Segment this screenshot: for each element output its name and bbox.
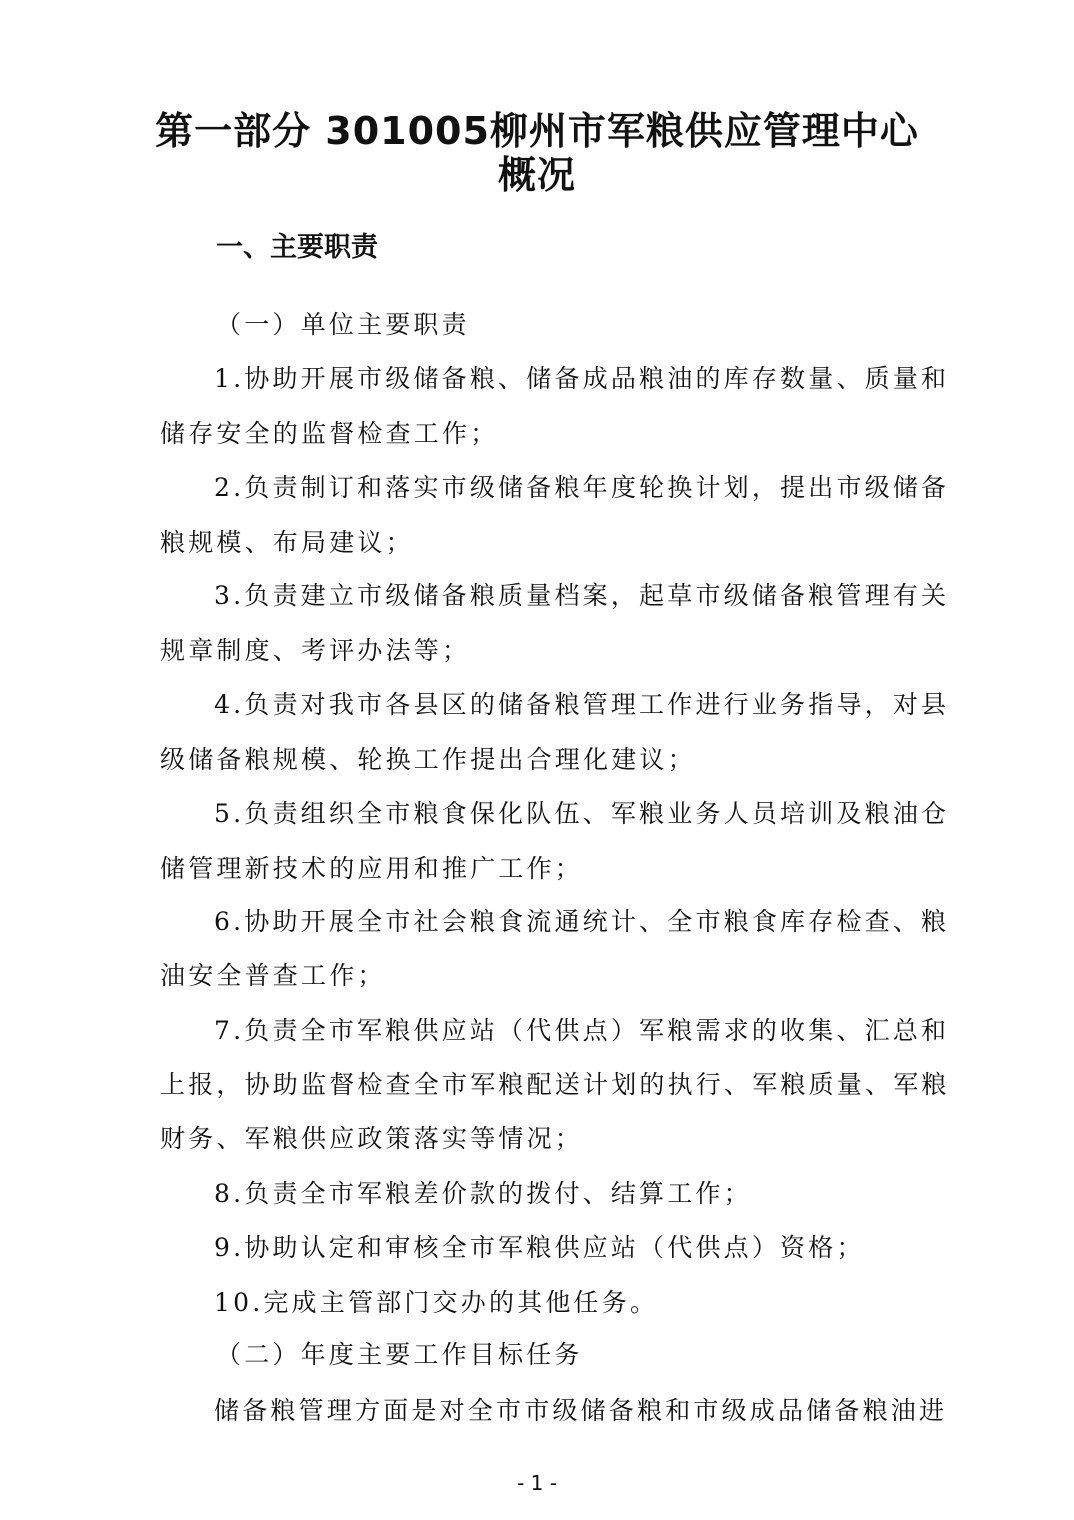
document-title-line-1: 第一部分 301005柳州市军粮供应管理中心: [155, 109, 919, 153]
duty-item-4-line-1: 4.负责对我市各县区的储备粮管理工作进行业务指导，对县: [214, 690, 950, 719]
duty-item-10-line-1: 10.完成主管部门交办的其他任务。: [214, 1288, 659, 1317]
duty-item-7-line-1: 7.负责全市军粮供应站（代供点）军粮需求的收集、汇总和: [214, 1016, 950, 1045]
duty-item-1-line-2: 储存安全的监督检查工作；: [160, 419, 499, 448]
document-title-line-2: 概况: [497, 153, 576, 197]
duty-item-9-line-1: 9.协助认定和审核全市军粮供应站（代供点）资格；: [214, 1233, 865, 1262]
duty-item-7-line-3: 财务、军粮供应政策落实等情况；: [160, 1124, 584, 1153]
duty-item-3-line-2: 规章制度、考评办法等；: [160, 636, 471, 665]
duty-item-5-line-2: 储管理新技术的应用和推广工作；: [160, 854, 584, 883]
duty-item-2-line-2: 粮规模、布局建议；: [160, 528, 414, 557]
duty-item-2-line-1: 2.负责制订和落实市级储备粮年度轮换计划，提出市级储备: [214, 473, 950, 502]
duty-item-3-line-1: 3.负责建立市级储备粮质量档案，起草市级储备粮管理有关: [214, 581, 950, 610]
duty-item-6-line-2: 油安全普查工作；: [160, 961, 386, 990]
duty-item-4-line-2: 级储备粮规模、轮换工作提出合理化建议；: [160, 745, 696, 774]
duty-item-1-line-1: 1.协助开展市级储备粮、储备成品粮油的库存数量、质量和: [214, 364, 950, 393]
section-heading-main-duties: 一、主要职责: [216, 232, 378, 263]
duty-item-7-line-2: 上报，协助监督检查全市军粮配送计划的执行、军粮质量、军粮: [160, 1070, 950, 1099]
duty-item-5-line-1: 5.负责组织全市粮食保化队伍、军粮业务人员培训及粮油仓: [214, 799, 950, 828]
duty-item-8-line-1: 8.负责全市军粮差价款的拨付、结算工作；: [214, 1179, 752, 1208]
subheading-annual-goals: （二）年度主要工作目标任务: [216, 1340, 583, 1369]
paragraph-reserve-grain: 储备粮管理方面是对全市市级储备粮和市级成品储备粮油进: [214, 1396, 948, 1425]
duty-item-6-line-1: 6.协助开展全市社会粮食流通统计、全市粮食库存检查、粮: [214, 907, 950, 936]
subheading-unit-duties: （一）单位主要职责: [216, 310, 470, 339]
page-number: - 1 -: [517, 1471, 557, 1495]
